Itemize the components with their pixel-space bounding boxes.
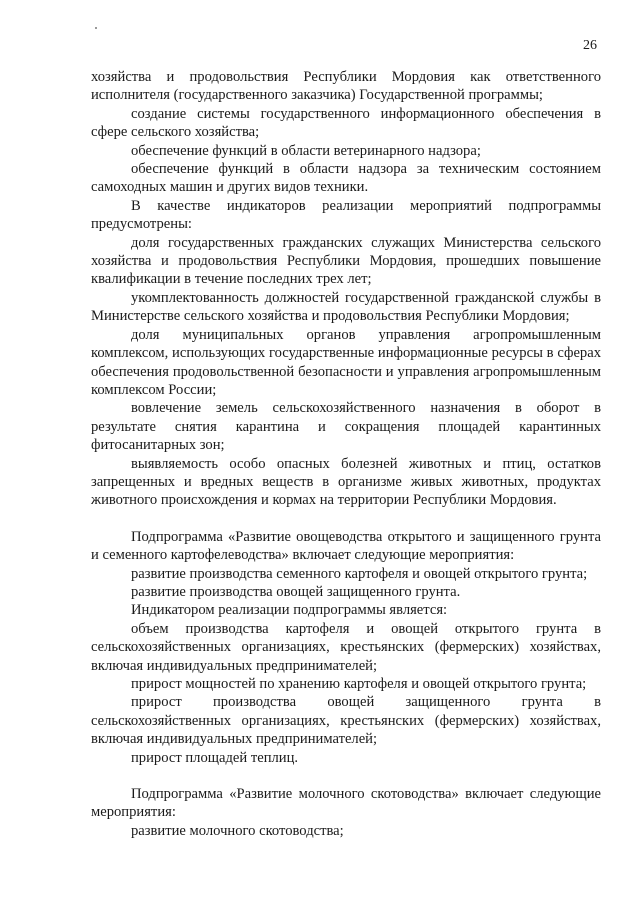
paragraph: обеспечение функций в области ветеринарного надзора; — [131, 142, 481, 159]
paragraph: Подпрограмма «Развитие овощеводства открытого и защищенного грунта и семенного картофелеводства» включает следующие мероприятия: — [91, 528, 601, 564]
scan-dot — [95, 27, 97, 29]
paragraph: Подпрограмма «Развитие молочного скотоводства» включает следующие мероприятия: — [91, 786, 601, 821]
document-body — [91, 68, 601, 840]
paragraph: В качестве индикаторов реализации мероприятий подпрограммы предусмотрены: — [91, 197, 601, 233]
paragraph: развитие производства семенного картофеля и овощей открытого грунта; — [131, 565, 588, 582]
paragraph: прирост мощностей по хранению картофеля и овощей открытого грунта; — [131, 676, 587, 692]
paragraph: развитие производства овощей защищенного грунта. — [131, 583, 461, 600]
page-number: 26 — [583, 38, 597, 53]
paragraph: прирост площадей теплиц. — [131, 749, 299, 766]
paragraph: укомплектованность должностей государственной гражданской службы в Министерстве сельского хозяйства и продовольствия Республики Мордовия; — [91, 289, 601, 325]
paragraph: вовлечение земель сельскохозяйственного назначения в оборот в результате снятия карантина и сокращения площадей карантинных фитосанитарных зон; — [91, 400, 601, 454]
paragraph: объем производства картофеля и овощей открытого грунта в сельскохозяйственных организациях, крестьянских (фермерских) хозяйствах, включая индивидуальных предпринимателей; — [91, 620, 601, 674]
paragraph: обеспечение функций в области надзора за техническим состоянием самоходных машин и других видов техники. — [91, 161, 601, 196]
paragraph: доля муниципальных органов управления агропромышленным комплексом, использующих государственные информационные ресурсы в сферах обеспечения продовольственной безопасности и управления агропромышленным комплексом России; — [91, 326, 601, 398]
paragraph: доля государственных гражданских служащих Министерства сельского хозяйства и продовольствия Республики Мордовия, прошедших повышение квалификации в течение последних трех лет; — [91, 234, 601, 288]
paragraph: Индикатором реализации подпрограммы является: — [131, 602, 448, 619]
paragraph: создание системы государственного информационного обеспечения в сфере сельского хозяйства; — [91, 105, 601, 141]
paragraph: выявляемость особо опасных болезней животных и птиц, остатков запрещенных и вредных веществ в организме живых животных, продуктах животного происхождения и кормах на территории Республики Мордовия. — [91, 455, 601, 509]
paragraph: хозяйства и продовольствия Республики Мордовия как ответственного исполнителя (государственного заказчика) Государственной программы; — [91, 69, 601, 104]
paragraph: прирост производства овощей защищенного грунта в сельскохозяйственных организациях, крестьянских (фермерских) хозяйствах, включая индивидуальных предпринимателей; — [91, 694, 601, 748]
paragraph: развитие молочного скотоводства; — [131, 822, 344, 839]
